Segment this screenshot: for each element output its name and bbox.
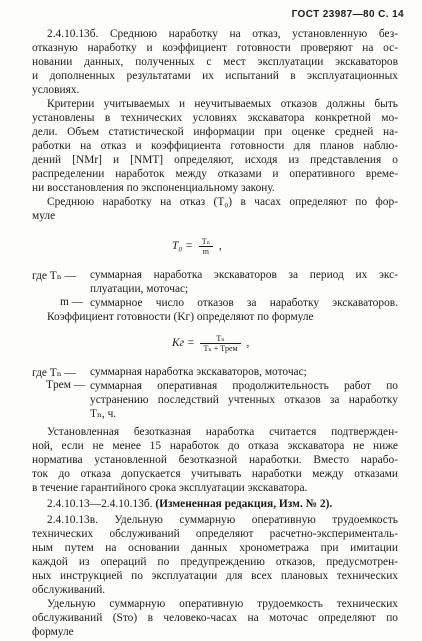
formula-denominator: Tₙ + Tрем — [203, 344, 238, 353]
page-header: ГОСТ 23987—80 С. 14 — [291, 9, 404, 20]
formula-mtbf — [172, 237, 222, 256]
text-line: и дополненных результатами их испытаний в эксплуатационных — [32, 70, 398, 82]
formula-lhs: T₀ = — [172, 240, 193, 253]
formula-availability — [172, 334, 249, 353]
text-line: ных инструкцией по эксплуатации для всех плановых технических — [32, 570, 398, 582]
text-line: ной, если не менее 15 наработок до отказа экскаватора не ниже — [32, 440, 398, 452]
text-line: технических обслуживаний определяют расчетно-эксперименталь- — [32, 528, 398, 540]
amendment-label: (Измененная редакция, Изм. № 2). — [155, 498, 333, 510]
text-line: ток до отказа допускается учитывать наработки между отказами — [32, 468, 398, 480]
text-line: Среднюю наработку на отказ (T₀) в часах определяют по фор- — [47, 196, 398, 208]
definition-text: суммарное число отказов за наработку экскаваторов. — [90, 297, 398, 309]
text-line: в течение гарантийного срока эксплуатации экскаватора. — [32, 482, 308, 494]
text-line: 2.4.10.13в. Удельную суммарную оперативную трудоемкость — [47, 514, 398, 526]
text-line: новании данных, полученных с мест эксплуатации экскаваторов — [32, 56, 398, 68]
definition-text: плуатации, моточас; — [90, 283, 189, 295]
text-line: работки на отказ и коэффициента готовности для планов наблю- — [32, 140, 398, 152]
definition-term: где Tₙ — — [32, 270, 76, 282]
formula-tail: , — [218, 240, 222, 253]
formula-denominator: m — [202, 247, 209, 256]
text-line: дели. Объем статистической информации при оценке средней на- — [32, 126, 398, 138]
text-line: распределении наработок между отказами и оперативного време- — [32, 168, 398, 180]
formula-numerator: Tₙ — [199, 237, 213, 247]
amendment-ref: 2.4.10.13—2.4.10.13б. — [47, 498, 153, 510]
text-line: Установленная безотказная наработка считается подтвержден- — [47, 426, 398, 438]
definition-text: суммарная наработка экскаваторов, моточас; — [90, 366, 307, 378]
definition-term: m — — [60, 296, 84, 308]
text-line: Коэффициент готовности (Kг) определяют по формуле — [47, 311, 314, 323]
text-line: каждой из операций по предупреждению отказов, предусмотрен- — [32, 556, 398, 568]
formula-numerator: Tₙ — [200, 334, 240, 344]
text-line: формуле — [32, 626, 74, 638]
formula-fraction — [199, 237, 213, 256]
text-line: муле — [32, 210, 56, 222]
text-line: ным путем на основании данных хронометража при имитации — [32, 542, 398, 554]
text-line: обслуживаний. — [32, 584, 106, 596]
text-line: условиях. — [32, 84, 80, 96]
definition-text: Tₙ, ч. — [90, 408, 117, 420]
text-line: ни восстановления по экспоненциальному закону. — [32, 182, 275, 194]
text-line: обслуживаний (Sто) в человеко-часах на моточас определяют по — [32, 612, 398, 624]
text-line: отказную наработку и коэффициент готовности проверяют на ос- — [32, 42, 398, 54]
text-line: дений [NMr] и [NMT] определяют, исходя из представления о — [32, 154, 398, 166]
amendment-note — [47, 497, 398, 511]
text-line: Критерии учитываемых и неучитываемых отказов должны быть — [47, 98, 398, 110]
text-line: норматива установленной безотказной наработки. Вместо нарабо- — [32, 454, 398, 466]
formula-tail: , — [246, 337, 250, 350]
definition-term: Tрем — — [46, 379, 86, 391]
definition-text: суммарная оперативная продолжительность работ по — [90, 380, 398, 392]
text-line: 2.4.10.13б. Среднюю наработку на отказ, установленную без- — [47, 28, 398, 40]
definition-text: суммарная наработка экскаваторов за период их экс- — [90, 269, 398, 281]
formula-fraction — [200, 334, 240, 353]
definition-term: где Tₙ — — [32, 367, 76, 379]
text-line: установлены в технических условиях экскаватора конкретной мо- — [32, 112, 398, 124]
text-line: Удельную суммарную оперативную трудоемкость технических — [47, 598, 398, 610]
formula-lhs: Kг = — [172, 337, 195, 350]
definition-text: устранению последствий учтенных отказов за наработку — [90, 394, 398, 406]
